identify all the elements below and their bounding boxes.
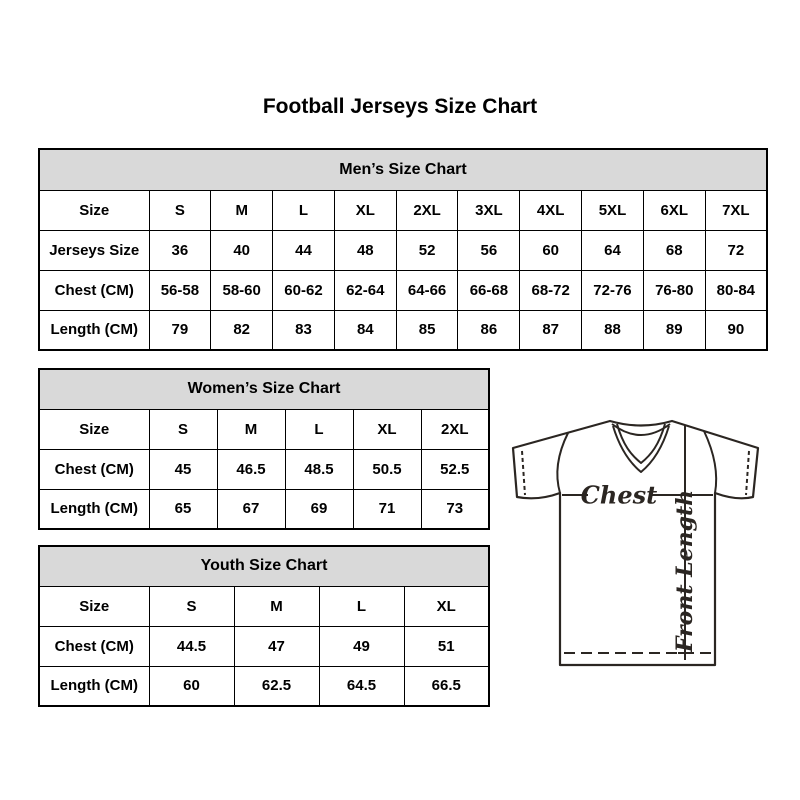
table-row <box>39 409 489 449</box>
table-cell: 83 <box>273 310 335 350</box>
table-title-row <box>39 369 489 409</box>
table-cell: 72-76 <box>582 270 644 310</box>
table-row <box>39 270 767 310</box>
table-cell: 89 <box>643 310 705 350</box>
table-cell: 50.5 <box>353 449 421 489</box>
table-cell: 56-58 <box>149 270 211 310</box>
table-cell: 80-84 <box>705 270 767 310</box>
table-row <box>39 310 767 350</box>
table-cell: XL <box>334 190 396 230</box>
table-cell: 62.5 <box>234 666 319 706</box>
table-cell: 47 <box>234 626 319 666</box>
table-cell: 86 <box>458 310 520 350</box>
table-cell: 36 <box>149 230 211 270</box>
womens-size-table <box>38 368 490 530</box>
table-cell: 90 <box>705 310 767 350</box>
table-cell: M <box>211 190 273 230</box>
table-cell: 48.5 <box>285 449 353 489</box>
table-row <box>39 626 489 666</box>
table-cell: 3XL <box>458 190 520 230</box>
table-row <box>39 190 767 230</box>
front-length-label: Front Length <box>672 489 698 653</box>
table-cell: 66-68 <box>458 270 520 310</box>
table-cell: 71 <box>353 489 421 529</box>
table-title-row <box>39 546 489 586</box>
table-cell: 68-72 <box>520 270 582 310</box>
table-cell: 84 <box>334 310 396 350</box>
table-cell: L <box>273 190 335 230</box>
left-armhole-seam <box>557 433 568 493</box>
table-cell: L <box>319 586 404 626</box>
table-cell: 73 <box>421 489 489 529</box>
table-cell: S <box>149 190 211 230</box>
table-row <box>39 586 489 626</box>
table-cell: 49 <box>319 626 404 666</box>
table-cell: 72 <box>705 230 767 270</box>
table-cell: 7XL <box>705 190 767 230</box>
page-title: Football Jerseys Size Chart <box>262 95 538 118</box>
table-cell: 52 <box>396 230 458 270</box>
table-cell: 64 <box>582 230 644 270</box>
table-cell: 56 <box>458 230 520 270</box>
table-row <box>39 449 489 489</box>
table-cell: 52.5 <box>421 449 489 489</box>
chest-label: Chest <box>580 480 658 510</box>
row-label: Length (CM) <box>39 310 149 350</box>
table-cell: 4XL <box>520 190 582 230</box>
row-label: Jerseys Size <box>39 230 149 270</box>
table-cell: 46.5 <box>217 449 285 489</box>
womens-table-title: Women’s Size Chart <box>39 369 489 409</box>
collar-v-outer <box>613 426 669 472</box>
table-row <box>39 230 767 270</box>
mens-table-title: Men’s Size Chart <box>39 149 767 190</box>
row-label: Chest (CM) <box>39 626 149 666</box>
table-cell: 60-62 <box>273 270 335 310</box>
jersey-measurement-diagram <box>498 403 770 675</box>
table-cell: 62-64 <box>334 270 396 310</box>
table-cell: L <box>285 409 353 449</box>
table-cell: M <box>217 409 285 449</box>
row-label: Size <box>39 586 149 626</box>
table-cell: M <box>234 586 319 626</box>
row-label: Length (CM) <box>39 489 149 529</box>
table-cell: 64-66 <box>396 270 458 310</box>
table-cell: 88 <box>582 310 644 350</box>
right-cuff-stitch-line <box>746 451 749 495</box>
table-cell: 76-80 <box>643 270 705 310</box>
table-cell: 66.5 <box>404 666 489 706</box>
table-cell: 48 <box>334 230 396 270</box>
table-cell: 58-60 <box>211 270 273 310</box>
table-row <box>39 666 489 706</box>
row-label: Chest (CM) <box>39 449 149 489</box>
row-label: Length (CM) <box>39 666 149 706</box>
table-cell: 82 <box>211 310 273 350</box>
left-cuff-stitch-line <box>522 451 525 495</box>
table-row <box>39 489 489 529</box>
table-title-row <box>39 149 767 190</box>
row-label: Size <box>39 409 149 449</box>
table-cell: 68 <box>643 230 705 270</box>
table-cell: 60 <box>149 666 234 706</box>
table-cell: 40 <box>211 230 273 270</box>
table-cell: XL <box>353 409 421 449</box>
table-cell: 87 <box>520 310 582 350</box>
table-cell: 69 <box>285 489 353 529</box>
table-cell: S <box>149 586 234 626</box>
table-cell: S <box>149 409 217 449</box>
right-armhole-seam <box>704 431 716 493</box>
table-cell: 2XL <box>421 409 489 449</box>
youth-size-table <box>38 545 490 707</box>
table-cell: XL <box>404 586 489 626</box>
table-cell: 67 <box>217 489 285 529</box>
table-cell: 65 <box>149 489 217 529</box>
row-label: Size <box>39 190 149 230</box>
table-cell: 85 <box>396 310 458 350</box>
mens-size-table <box>38 148 768 351</box>
table-cell: 51 <box>404 626 489 666</box>
table-cell: 45 <box>149 449 217 489</box>
table-cell: 60 <box>520 230 582 270</box>
table-cell: 64.5 <box>319 666 404 706</box>
table-cell: 2XL <box>396 190 458 230</box>
collar-v-inner <box>617 424 665 463</box>
table-cell: 5XL <box>582 190 644 230</box>
row-label: Chest (CM) <box>39 270 149 310</box>
table-cell: 79 <box>149 310 211 350</box>
table-cell: 44.5 <box>149 626 234 666</box>
youth-table-title: Youth Size Chart <box>39 546 489 586</box>
table-cell: 6XL <box>643 190 705 230</box>
table-cell: 44 <box>273 230 335 270</box>
